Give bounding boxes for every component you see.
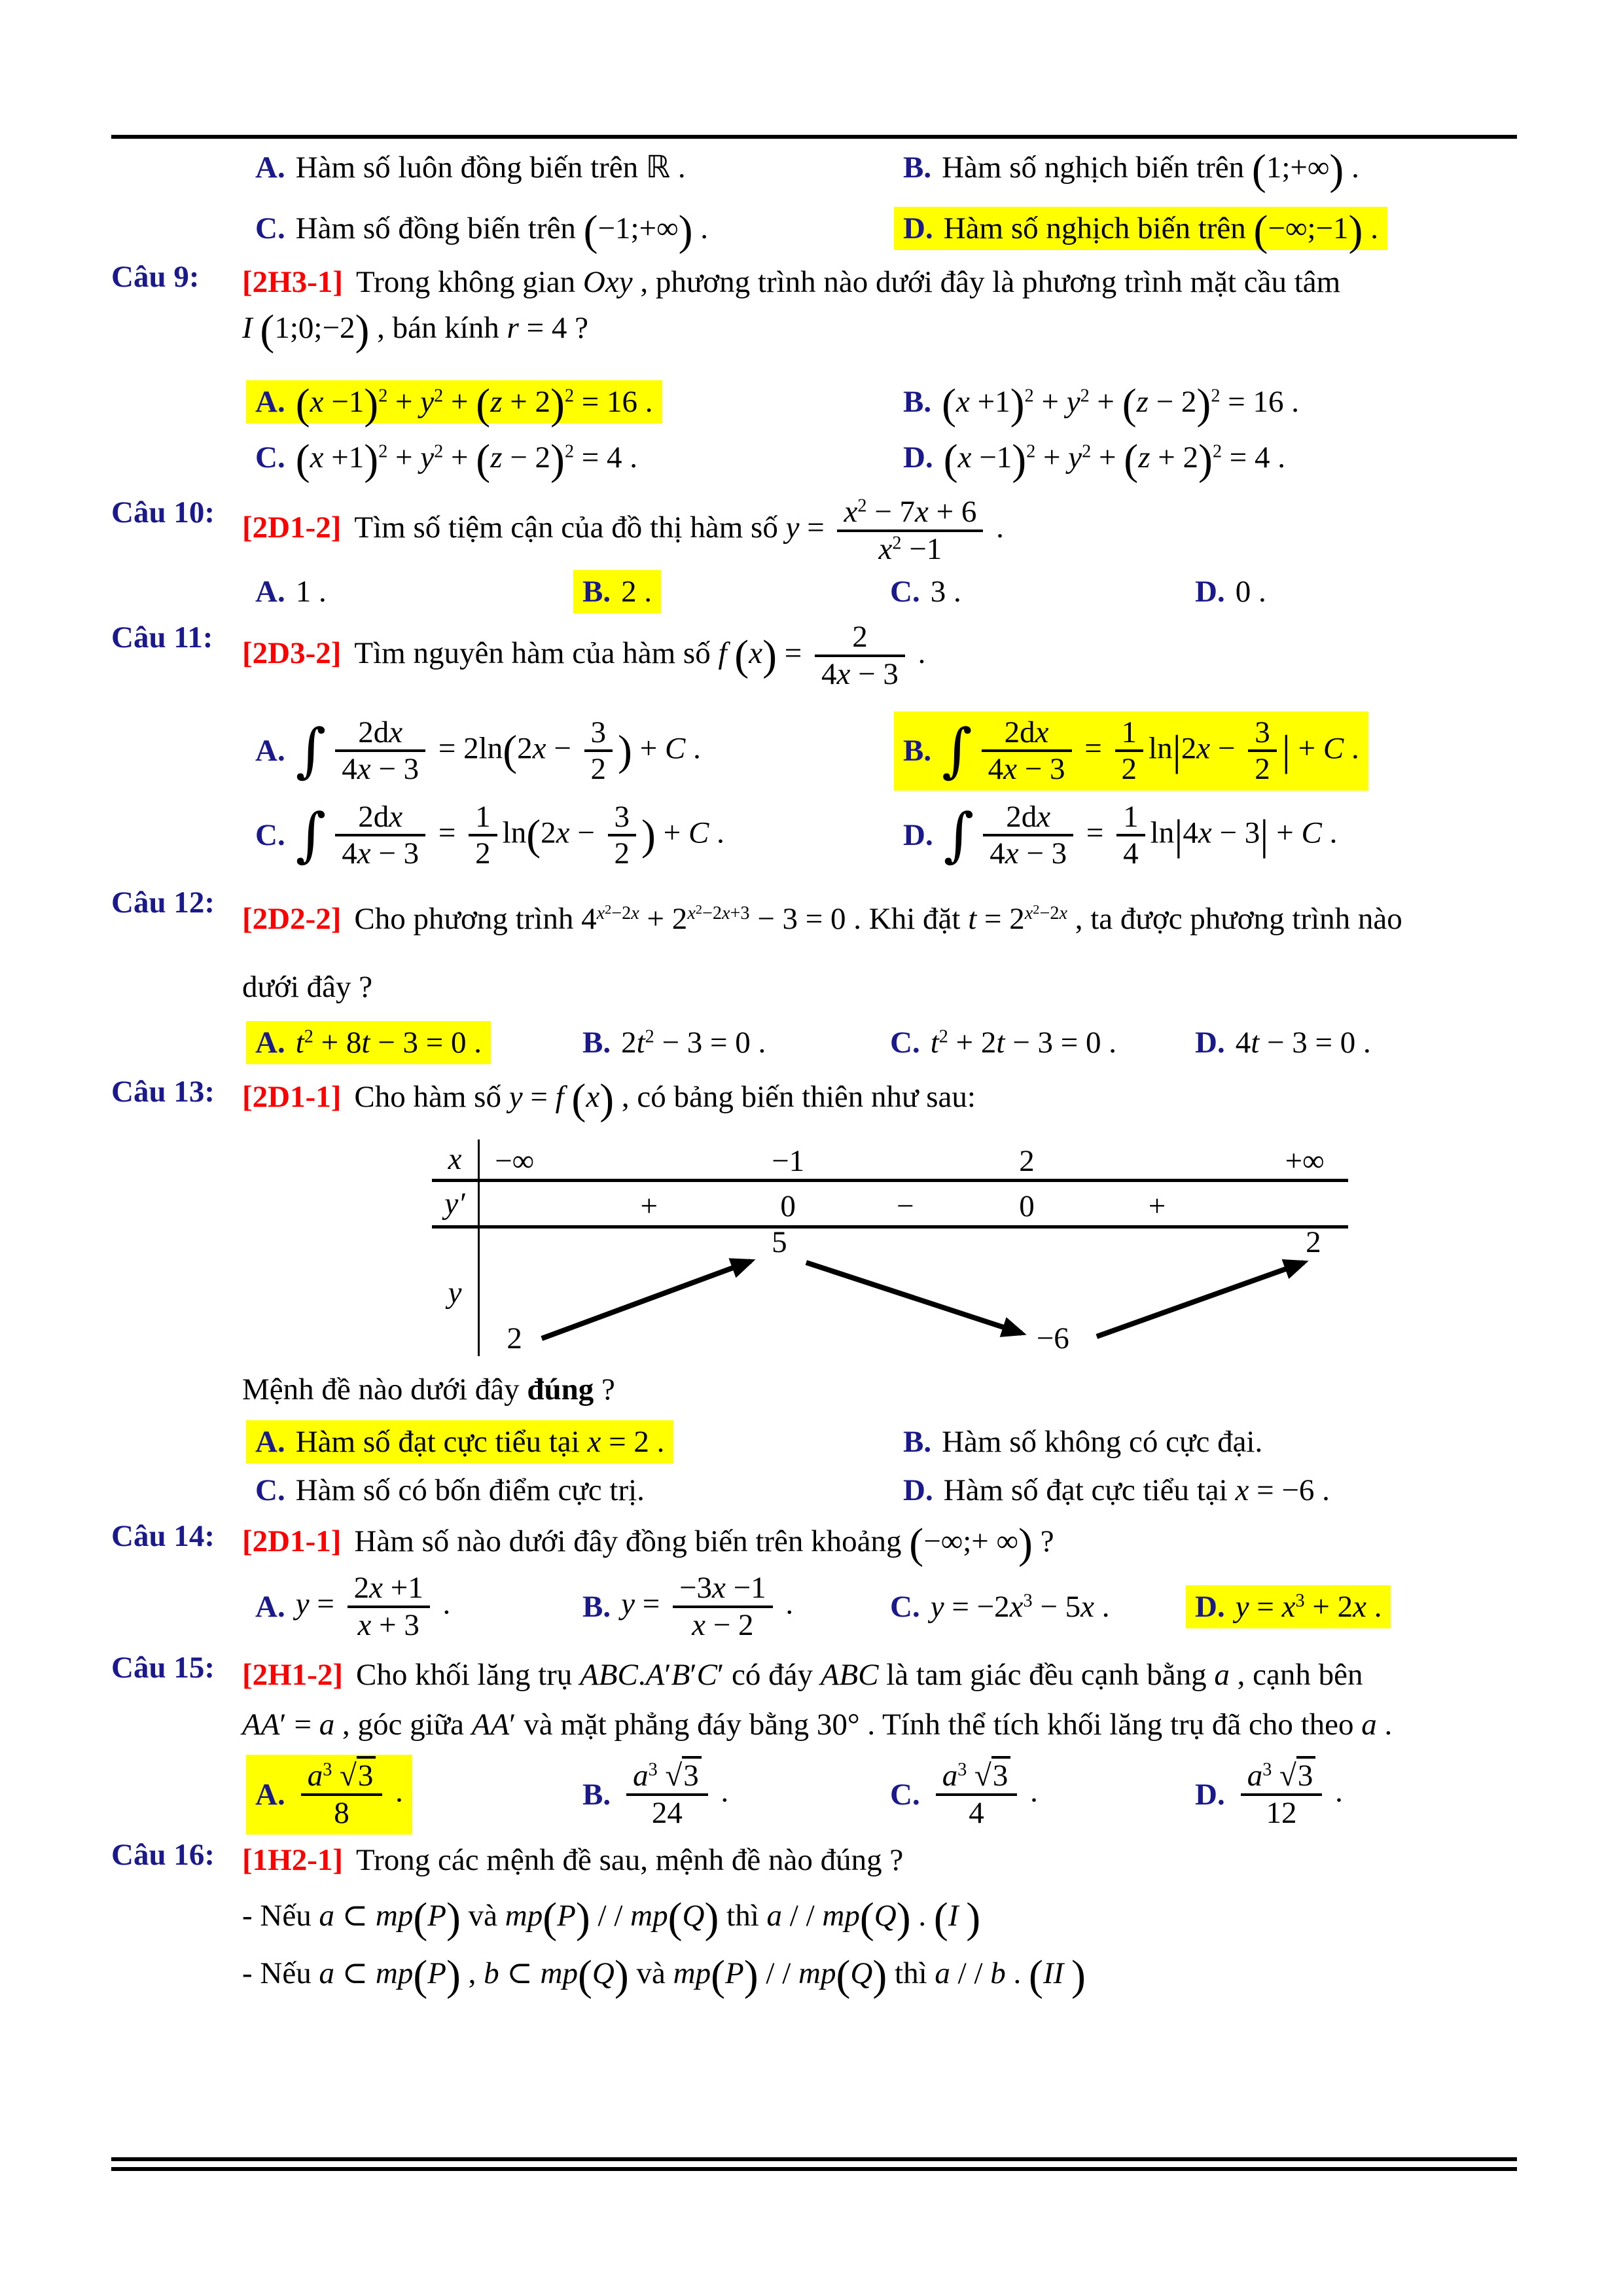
option-B: B. Hàm số không có cực đại. bbox=[903, 1425, 1263, 1459]
option-text: Hàm số luôn đồng biến trên ℝ . bbox=[295, 149, 686, 185]
option-C: C. $y = -2x^3 - 5x$ . bbox=[890, 1589, 1110, 1624]
highlighted-answer: A. $\frac{a^3 √3}{8}$ . bbox=[246, 1755, 412, 1834]
options-row-1 bbox=[246, 380, 1517, 429]
variation-table bbox=[432, 1139, 1348, 1356]
question-15 bbox=[111, 1650, 1517, 1834]
options-row-2 bbox=[246, 1469, 1517, 1512]
x-value: +∞ bbox=[1285, 1144, 1325, 1178]
y-local-min: −6 bbox=[1036, 1321, 1069, 1355]
question-number: Câu 9: bbox=[111, 260, 200, 294]
option-B bbox=[894, 145, 1517, 194]
y-start-value: 2 bbox=[507, 1321, 522, 1355]
question-body bbox=[242, 620, 1517, 691]
option-B bbox=[573, 570, 881, 613]
question-text: Trong các mệnh đề sau, mệnh đề nào đúng ? bbox=[356, 1842, 904, 1877]
statement-I: - Nếu a ⊂ mp(P) và mp(P) / / mp(Q) thì a / / mp(Q) . (I ) bbox=[242, 1893, 981, 1942]
prev-question-options-row-2 bbox=[246, 207, 1517, 255]
highlighted-answer: B. 2 . bbox=[573, 570, 661, 613]
highlighted-answer: A. $(x -1)^2 + y^2 + (z + 2)^2 = 16$ . bbox=[246, 380, 662, 423]
question-number: Câu 11: bbox=[111, 620, 213, 655]
option-D: D. 0 . bbox=[1195, 575, 1266, 609]
options-row bbox=[246, 570, 1517, 613]
question-9 bbox=[111, 259, 1517, 484]
page-content bbox=[111, 0, 1517, 2000]
question-13 bbox=[111, 1074, 1517, 1512]
options-row bbox=[246, 1021, 1517, 1064]
highlighted-answer: A. Hàm số đạt cực tiểu tại x = 2 . bbox=[246, 1420, 673, 1463]
x-value: 2 bbox=[1019, 1144, 1035, 1178]
option-B: B. $\frac{a^3 √3}{24}$ . bbox=[573, 1755, 881, 1834]
sign: + bbox=[1148, 1189, 1166, 1223]
prev-question-options-row-1 bbox=[246, 145, 1517, 194]
option-C: C. $t^2 + 2t - 3 = 0$ . bbox=[890, 1026, 1116, 1060]
options-row-2 bbox=[246, 796, 1517, 875]
option-C: C. ∫ $\frac{2dx}{4x - 3}$ = $\frac{1}{2}$ ln(2x − $\frac{3}{2}$ ) + C . bbox=[255, 799, 724, 871]
question-text: Cho phương trình $4^{x^2-2x} + 2^{x^2-2x+3} - 3 = 0$ . Khi đặt $t = 2^{x^2-2x}$ , ta được phương trình nào dưới đây ? bbox=[242, 902, 1402, 1004]
question-text: Cho khối lăng trụ ABC.A′B′C′ có đáy ABC là tam giác đều cạnh bằng a , cạnh bên AA′ = a , góc giữa AA′ và mặt phẳng đáy bằng 30° . Tính thể tích khối lăng trụ đã cho theo a . bbox=[242, 1658, 1393, 1742]
options-row-2 bbox=[246, 436, 1517, 484]
option-D: D. $\frac{a^3 √3}{12}$ . bbox=[1186, 1755, 1517, 1834]
option-A: A. y = $\frac{2x +1}{x + 3}$ . bbox=[255, 1571, 451, 1642]
option-A: A. ∫ $\frac{2dx}{4x - 3}$ = 2ln(2x − $\frac{3}{2}$ ) + C . bbox=[255, 715, 701, 787]
table-row-yprime bbox=[432, 1182, 1348, 1229]
question-16 bbox=[111, 1837, 1517, 2000]
option-D: D. Hàm số đạt cực tiểu tại x = −6 . bbox=[903, 1473, 1330, 1507]
option-letter: A. bbox=[255, 150, 285, 185]
options-row bbox=[246, 1755, 1517, 1834]
question-text: Tìm nguyên hàm của hàm số f (x) = $\frac{2}{4x - 3}$ . bbox=[354, 620, 926, 691]
option-B bbox=[894, 711, 1517, 791]
option-text: Hàm số đồng biến trên (−1;+∞) . bbox=[295, 207, 709, 255]
y-end-value: 2 bbox=[1306, 1225, 1321, 1259]
question-11 bbox=[111, 620, 1517, 875]
highlighted-answer: D. $y = x^3 + 2x$ . bbox=[1186, 1585, 1391, 1628]
question-number: Câu 16: bbox=[111, 1837, 215, 1872]
option-C bbox=[246, 207, 894, 255]
question-text: Cho hàm số y = f (x) , có bảng biến thiên như sau: bbox=[354, 1075, 976, 1124]
option-D bbox=[894, 207, 1517, 255]
option-B: B. $2t^2 - 3 = 0$ . bbox=[582, 1026, 766, 1060]
option-C: C. $\frac{a^3 √3}{4}$ . bbox=[881, 1755, 1186, 1834]
question-text: Trong không gian Oxy , phương trình nào dưới đây là phương trình mặt cầu tâm I (1;0;−2) , bán kính r = 4 ? bbox=[242, 265, 1341, 355]
option-A bbox=[246, 380, 894, 429]
x-value: −∞ bbox=[495, 1144, 535, 1178]
question-tag: [2D3-2] bbox=[242, 636, 342, 670]
option-letter: D. bbox=[903, 211, 933, 245]
question-number: Câu 12: bbox=[111, 886, 215, 920]
option-D: D. $(x -1)^2 + y^2 + (z + 2)^2 = 4$ . bbox=[903, 436, 1286, 484]
question-tag: [2D1-1] bbox=[242, 1080, 342, 1114]
header-rule bbox=[111, 135, 1517, 139]
option-C: C. Hàm số có bốn điểm cực trị. bbox=[255, 1473, 645, 1507]
question-tag: [2H3-1] bbox=[242, 265, 344, 299]
question-stem-2: Mệnh đề nào dưới đây đúng ? bbox=[242, 1372, 615, 1407]
statement-II: - Nếu a ⊂ mp(P) , b ⊂ mp(Q) và mp(P) / / mp(Q) thì a / / b . (II ) bbox=[242, 1951, 1086, 2000]
question-body bbox=[242, 1650, 1517, 1749]
option-C: C. $(x +1)^2 + y^2 + (z - 2)^2 = 4$ . bbox=[255, 436, 638, 484]
question-body bbox=[242, 1074, 1517, 1124]
option-D bbox=[1186, 1585, 1517, 1628]
question-tag: [1H2-1] bbox=[242, 1842, 344, 1877]
options-row bbox=[246, 1567, 1517, 1646]
options-row-1 bbox=[246, 711, 1517, 791]
x-value: −1 bbox=[772, 1144, 805, 1178]
question-text: Tìm số tiệm cận của đồ thị hàm số y = $\frac{x^2 - 7x + 6}{x^2 -1}$ . bbox=[354, 495, 1004, 566]
table-row-x bbox=[432, 1139, 1348, 1182]
question-body bbox=[242, 495, 1517, 566]
row-label: x bbox=[432, 1139, 480, 1179]
option-text: Hàm số nghịch biến trên (−∞;−1) . bbox=[943, 207, 1378, 255]
option-C: C. 3 . bbox=[890, 575, 961, 609]
question-number: Câu 14: bbox=[111, 1519, 215, 1553]
table-row-y bbox=[432, 1225, 1348, 1356]
footer-rule bbox=[111, 2157, 1517, 2171]
row-label: y′ bbox=[432, 1182, 480, 1225]
options-row-1 bbox=[246, 1420, 1517, 1463]
option-text: Hàm số nghịch biến trên (1;+∞) . bbox=[942, 145, 1359, 194]
highlighted-answer: B. ∫ $\frac{2dx}{4x - 3}$ = $\frac{1}{2}$ ln|2x − $\frac{3}{2}$ | + C . bbox=[894, 711, 1368, 791]
option-A bbox=[246, 1755, 573, 1834]
row-label: y bbox=[432, 1229, 480, 1356]
option-letter: B. bbox=[903, 150, 932, 185]
sign: 0 bbox=[780, 1189, 796, 1223]
question-body bbox=[242, 259, 1517, 355]
question-body bbox=[242, 1518, 1517, 1568]
question-body bbox=[242, 1837, 1517, 1883]
question-body bbox=[242, 885, 1517, 1021]
question-14 bbox=[111, 1518, 1517, 1646]
question-number: Câu 13: bbox=[111, 1075, 215, 1109]
option-A bbox=[246, 1420, 894, 1463]
option-A: A. 1 . bbox=[255, 575, 327, 609]
y-local-max: 5 bbox=[772, 1225, 787, 1259]
sign: − bbox=[896, 1189, 914, 1223]
option-D: D. ∫ $\frac{2dx}{4x - 3}$ = $\frac{1}{4}$ ln|4x − 3| + C . bbox=[903, 799, 1338, 871]
option-A bbox=[246, 1021, 573, 1064]
question-text: Hàm số nào dưới đây đồng biến trên khoảng (−∞;+ ∞) ? bbox=[354, 1520, 1054, 1568]
question-tag: [2H1-2] bbox=[242, 1658, 344, 1693]
option-letter: C. bbox=[255, 211, 285, 245]
question-12 bbox=[111, 885, 1517, 1064]
trend-arrows bbox=[480, 1229, 1348, 1356]
sign: 0 bbox=[1019, 1189, 1035, 1223]
highlighted-answer: A. $t^2 + 8t - 3 = 0$ . bbox=[246, 1021, 491, 1064]
question-number: Câu 15: bbox=[111, 1651, 215, 1685]
question-tag: [2D1-2] bbox=[242, 511, 342, 545]
sign: + bbox=[640, 1189, 658, 1223]
option-B: B. y = $\frac{-3x -1}{x - 2}$ . bbox=[582, 1571, 794, 1642]
option-D: D. 4t − 3 = 0 . bbox=[1195, 1026, 1371, 1060]
highlighted-answer bbox=[894, 207, 1387, 255]
question-tag: [2D2-2] bbox=[242, 902, 342, 936]
question-tag: [2D1-1] bbox=[242, 1524, 342, 1558]
question-10 bbox=[111, 495, 1517, 613]
question-number: Câu 10: bbox=[111, 495, 215, 529]
option-B: B. $(x +1)^2 + y^2 + (z - 2)^2 = 16$ . bbox=[903, 380, 1299, 429]
option-A bbox=[246, 145, 894, 189]
